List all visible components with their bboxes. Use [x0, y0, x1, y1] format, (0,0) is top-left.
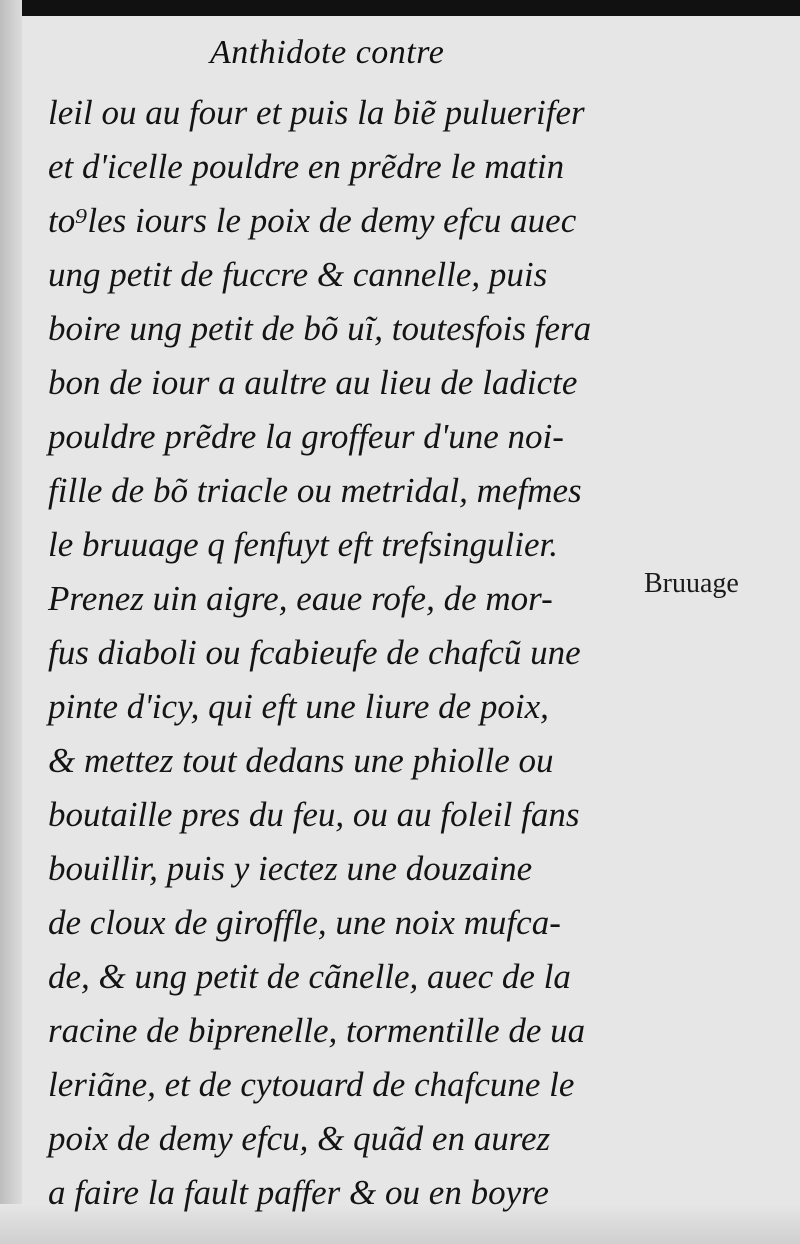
text-line: fus diaboli ou fcabieufe de chafcũ une: [48, 633, 581, 672]
text-line: bouillir, puis y iectez une douzaine: [48, 849, 533, 888]
body-text: [48, 86, 648, 1220]
text-line: leriãne, et de cytouard de chafcune le: [48, 1065, 575, 1104]
text-line: boire ung petit de bõ uĩ, toutesfois fera: [48, 309, 592, 348]
text-line: poix de demy efcu, & quãd en aurez: [48, 1119, 551, 1158]
running-header: Anthidote contre: [210, 34, 445, 71]
text-line: fille de bõ triacle ou metridal, mefmes: [48, 471, 582, 510]
text-line: Prenez uin aigre, eaue rofe, de mor-: [48, 579, 553, 618]
text-line: bon de iour a aultre au lieu de ladicte: [48, 363, 578, 402]
text-line: pouldre prẽdre la groffeur d'une noi-: [48, 417, 564, 456]
text-line: a faire la fault paffer & ou en boyre: [48, 1173, 549, 1212]
text-line: & mettez tout dedans une phiolle ou: [48, 741, 554, 780]
text-line: de, & ung petit de cãnelle, auec de la: [48, 957, 571, 996]
text-line: ung petit de fuccre & cannelle, puis: [48, 255, 548, 294]
text-line: to⁹les iours le poix de demy efcu auec: [48, 201, 577, 240]
page-top-shadow: [0, 0, 800, 16]
text-line: et d'icelle pouldre en prẽdre le matin: [48, 147, 565, 186]
text-line: pinte d'icy, qui eft une liure de poix,: [48, 687, 549, 726]
text-line: racine de biprenelle, tormentille de ua: [48, 1011, 586, 1050]
text-line: leil ou au four et puis la biẽ puluerifer: [48, 93, 585, 132]
text-line: de cloux de giroffle, une noix mufca-: [48, 903, 561, 942]
text-line: le bruuage q fenfuyt eft trefsingulier.: [48, 525, 559, 564]
text-line: boutaille pres du feu, ou au foleil fans: [48, 795, 580, 834]
margin-note: Bruuage: [644, 568, 739, 599]
page-gutter-shadow: [0, 0, 22, 1244]
